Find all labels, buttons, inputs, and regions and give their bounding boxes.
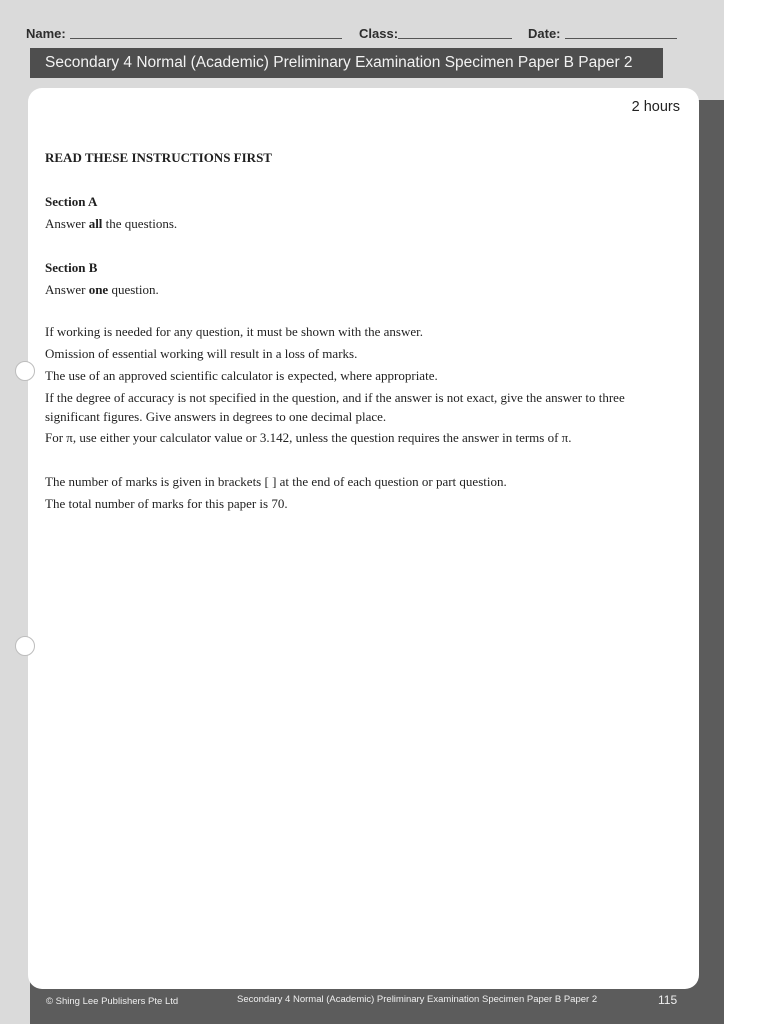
section-a-title: Section A xyxy=(45,194,98,209)
class-field-line xyxy=(398,38,512,39)
section-b-instruction xyxy=(45,282,159,298)
instructions-card xyxy=(28,88,699,989)
section-a-text-end: the questions. xyxy=(102,216,178,231)
date-field-line xyxy=(565,38,677,39)
rule-line: The use of an approved scientific calculator is expected, where appropriate. xyxy=(45,368,438,383)
exam-duration: 2 hours xyxy=(631,99,680,115)
name-field-line xyxy=(70,38,342,39)
marks-line: The number of marks is given in brackets [ ] at the end of each question or part question. xyxy=(45,474,507,489)
instructions-heading: READ THESE INSTRUCTIONS FIRST xyxy=(45,150,272,165)
rule-line: For π, use either your calculator value or 3.142, unless the question requires the answer in terms of π. xyxy=(45,430,572,445)
publisher-credit: © Shing Lee Publishers Pte Ltd xyxy=(46,996,179,1007)
rule-line: Omission of essential working will result in a loss of marks. xyxy=(45,346,358,361)
section-a-emphasis: all xyxy=(88,216,103,231)
section-b-emphasis: one xyxy=(88,282,109,297)
class-label: Class: xyxy=(359,26,399,41)
page-footer xyxy=(0,992,724,1012)
rule-line: significant figures. Give answers in degrees to one decimal place. xyxy=(45,409,387,424)
binder-hole xyxy=(15,361,35,381)
section-a-text: Answer xyxy=(45,216,89,231)
paper-title-bar: Secondary 4 Normal (Academic) Preliminary Examination Specimen Paper B Paper 2 xyxy=(30,48,663,78)
rule-line: If working is needed for any question, it must be shown with the answer. xyxy=(45,324,424,339)
section-b-text-end: question. xyxy=(108,282,159,297)
section-a-instruction xyxy=(45,216,177,232)
rule-line: If the degree of accuracy is not specified in the question, and if the answer is not exact, give the answer to three xyxy=(45,390,625,405)
page-number: 115 xyxy=(658,993,678,1007)
section-b-title: Section B xyxy=(45,260,98,275)
marks-line: The total number of marks for this paper is 70. xyxy=(45,496,288,511)
date-label: Date: xyxy=(528,26,561,41)
scan-margin xyxy=(724,0,768,1024)
student-details-row xyxy=(26,24,686,44)
name-label: Name: xyxy=(26,26,66,41)
footer-paper-title: Secondary 4 Normal (Academic) Preliminary Examination Specimen Paper B Paper 2 xyxy=(237,994,598,1005)
binder-hole xyxy=(15,636,35,656)
section-b-text: Answer xyxy=(45,282,89,297)
